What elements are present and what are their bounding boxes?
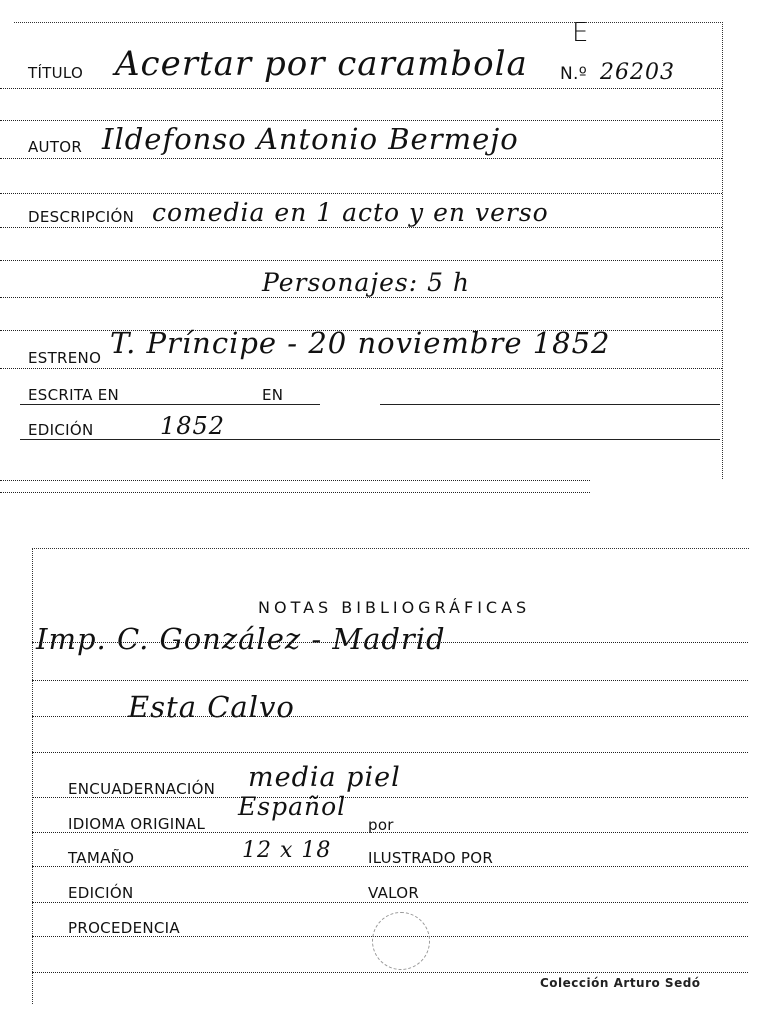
procedencia-label: PROCEDENCIA [68,919,180,937]
tamano-value: 12 x 18 [242,838,332,863]
escrita-en-label: ESCRITA EN [28,386,120,404]
ilustrado-label: ILUSTRADO POR [368,849,494,867]
edicion-value: 1852 [160,412,226,440]
catalog-card-back [0,540,759,1028]
autor-value: Ildefonso Antonio Bermejo [102,122,519,156]
card-border [14,22,723,479]
en-label: EN [262,386,284,404]
numero-value: 26203 [600,60,675,85]
por-label: por [368,816,394,834]
tamano-label: TAMAÑO [68,849,135,867]
valor-label: VALOR [368,884,420,902]
numero-label: N.º [560,64,588,84]
stamp-smudge [372,912,430,970]
encuadernacion-label: ENCUADERNACIÓN [68,780,216,798]
collection-footer: Colección Arturo Sedó [540,976,701,990]
titulo-value: Acertar por carambola [115,44,528,84]
edicion-label: EDICIÓN [28,421,94,439]
notas-heading: NOTAS BIBLIOGRÁFICAS [258,598,531,617]
corner-mark: E [572,18,590,48]
note-line-2: Esta Calvo [128,690,295,724]
titulo-label: TÍTULO [28,64,84,82]
idioma-value: Español [238,792,347,821]
estreno-label: ESTRENO [28,349,102,367]
descripcion-label: DESCRIPCIÓN [28,208,135,226]
estreno-value: T. Príncipe - 20 noviembre 1852 [110,326,611,360]
idioma-label: IDIOMA ORIGINAL [68,815,206,833]
catalog-card-front [0,0,759,500]
edicion-label-2: EDICIÓN [68,884,134,902]
descripcion-value: comedia en 1 acto y en verso [152,198,549,227]
encuadernacion-value: media piel [248,762,401,793]
autor-label: AUTOR [28,138,83,156]
note-line-1: Imp. C. González - Madrid [36,622,446,656]
personajes-value: Personajes: 5 h [262,268,471,297]
